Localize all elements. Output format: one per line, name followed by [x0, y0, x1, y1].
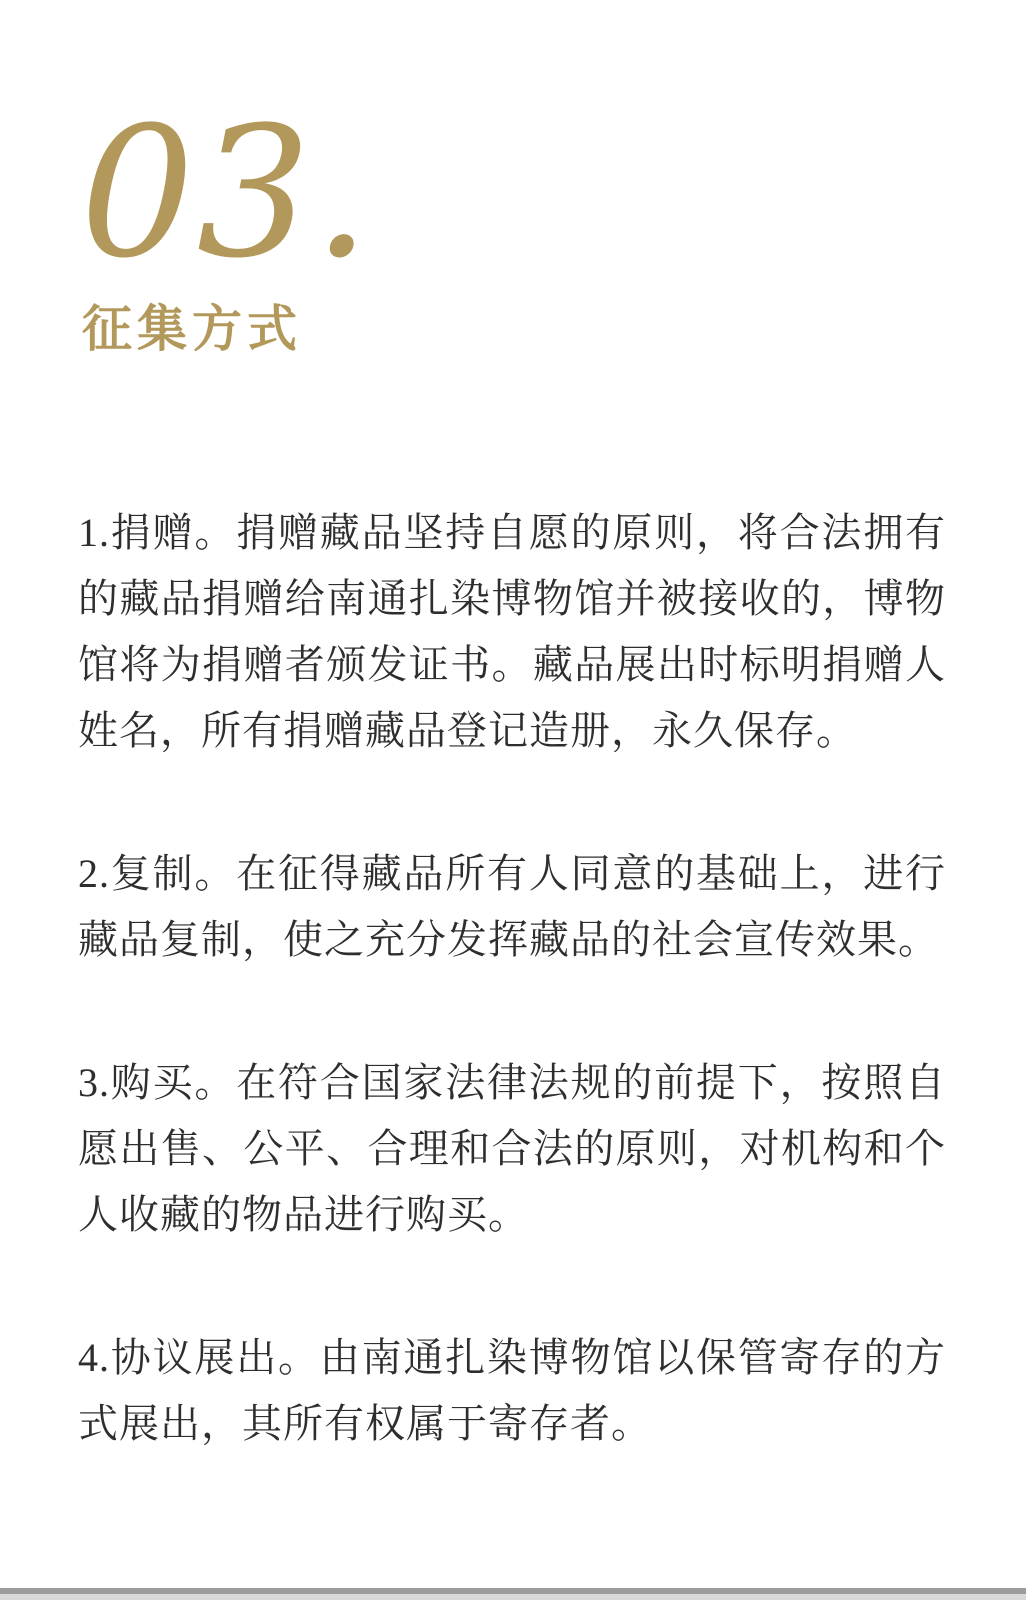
body-text [78, 500, 946, 1457]
paragraph: 3.购买。在符合国家法律法规的前提下，按照自愿出售、公平、合理和合法的原则，对机构和个人收藏的物品进行购买。 [78, 1060, 946, 1237]
paragraph: 2.复制。在征得藏品所有人同意的基础上，进行藏品复制，使之充分发挥藏品的社会宣传效果。 [78, 851, 946, 962]
section-title: 征集方式 [82, 301, 302, 357]
paragraph: 4.协议展出。由南通扎染博物馆以保管寄存的方式展出，其所有权属于寄存者。 [78, 1335, 946, 1446]
bottom-bar [0, 1588, 1026, 1600]
paragraph: 1.捐赠。捐赠藏品坚持自愿的原则，将合法拥有的藏品捐赠给南通扎染博物馆并被接收的，博物馆将为捐赠者颁发证书。藏品展出时标明捐赠人姓名，所有捐赠藏品登记造册，永久保存。 [78, 510, 946, 753]
section-number: 03. [80, 89, 373, 298]
bottom-bar-light-stripe [0, 1594, 1026, 1600]
